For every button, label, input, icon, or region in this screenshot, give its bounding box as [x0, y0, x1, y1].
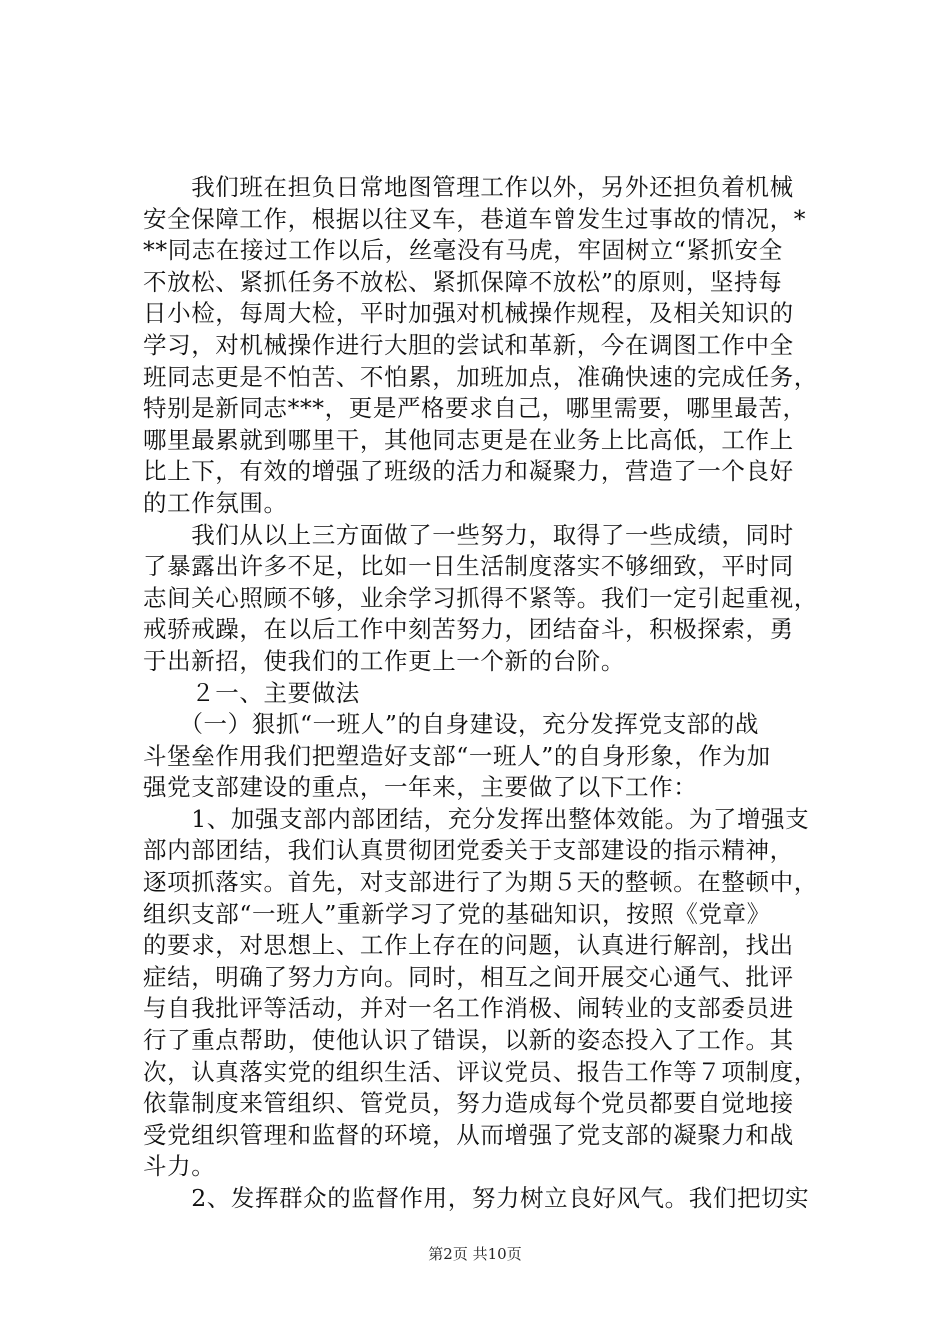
text-line: 部内部团结，我们认真贯彻团党委关于支部建设的指示精神，	[143, 836, 794, 865]
text-line: 的工作氛围。	[143, 488, 288, 517]
text-line: 斗堡垒作用我们把塑造好支部“一班人”的自身形象，作为加	[143, 741, 771, 770]
text-line: （一）狠抓“一班人”的自身建设，充分发挥党支部的战	[143, 710, 759, 739]
text-line: 日小检，每周大检，平时加强对机械操作规程，及相关知识的	[143, 299, 794, 328]
text-line: 2、发挥群众的监督作用，努力树立良好风气。我们把切实	[143, 1184, 810, 1212]
text-line: 了暴露出许多不足，比如一日生活制度落实不够细致，平时同	[143, 552, 794, 581]
text-line: 的要求，对思想上、工作上存在的问题，认真进行解剖，找出	[143, 931, 794, 960]
text-line: 1、加强支部内部团结，充分发挥出整体效能。为了增强支	[143, 804, 810, 833]
document-body	[143, 172, 833, 1215]
text-line: 班同志更是不怕苦、不怕累，加班加点，准确快速的完成任务，	[143, 362, 818, 391]
text-line: 安全保障工作，根据以往叉车，巷道车曾发生过事故的情况，*	[143, 204, 807, 233]
text-line: 于出新招，使我们的工作更上一个新的台阶。	[143, 646, 625, 675]
text-line: 志间关心照顾不够，业余学习抓得不紧等。我们一定引起重视，	[143, 583, 818, 612]
text-line: 哪里最累就到哪里干，其他同志更是在业务上比高低，工作上	[143, 425, 794, 454]
text-line: 不放松、紧抓任务不放松、紧抓保障不放松”的原则，坚持每	[143, 267, 783, 296]
text-line: 我们班在担负日常地图管理工作以外，另外还担负着机械	[143, 173, 794, 201]
text-line: 症结，明确了努力方向。同时，相互之间开展交心通气、批评	[143, 962, 794, 991]
text-line: 依靠制度来管组织、管党员，努力造成每个党员都要自觉地接	[143, 1089, 794, 1118]
text-line: 与自我批评等活动，并对一名工作消极、闹转业的支部委员进	[143, 994, 794, 1023]
text-line: 次，认真落实党的组织生活、评议党员、报告工作等７项制度，	[143, 1057, 818, 1086]
text-line: 我们从以上三方面做了一些努力，取得了一些成绩，同时	[143, 520, 794, 549]
section-heading: ２一、主要做法	[143, 678, 360, 707]
text-line: 斗力。	[143, 1152, 216, 1181]
text-line: 受党组织管理和监督的环境，从而增强了党支部的凝聚力和战	[143, 1120, 794, 1149]
text-line: 逐项抓落实。首先，对支部进行了为期５天的整顿。在整顿中，	[143, 868, 818, 897]
text-line: 学习，对机械操作进行大胆的尝试和革新，今在调图工作中全	[143, 330, 794, 359]
text-line: 强党支部建设的重点，一年来，主要做了以下工作：	[143, 773, 698, 802]
text-line: 戒骄戒躁，在以后工作中刻苦努力，团结奋斗，积极探索，勇	[143, 615, 794, 644]
text-line: 特别是新同志***，更是严格要求自己，哪里需要，哪里最苦，	[143, 394, 807, 423]
page-number-footer: 第2页 共10页	[428, 1245, 522, 1263]
text-line: 比上下，有效的增强了班级的活力和凝聚力，营造了一个良好	[143, 457, 794, 486]
text-line: 行了重点帮助，使他认识了错误，以新的姿态投入了工作。其	[143, 1026, 794, 1055]
text-line: **同志在接过工作以后，丝毫没有马虎，牢固树立“紧抓安全	[143, 236, 783, 265]
text-line: 组织支部“一班人”重新学习了党的基础知识，按照《党章》	[143, 899, 771, 928]
